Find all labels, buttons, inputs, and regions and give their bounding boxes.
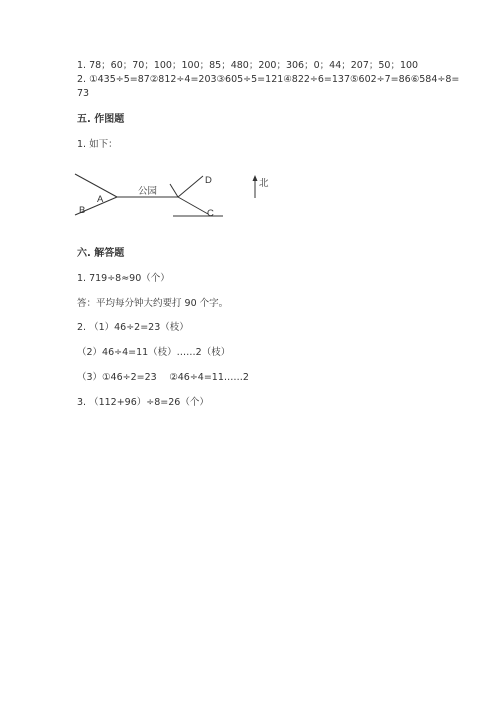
label-a: A	[97, 194, 104, 205]
map-diagram	[70, 162, 310, 232]
answer-q3: 3. （112+96）÷8=26（个）	[77, 397, 209, 408]
north-arrow-icon	[253, 175, 258, 181]
label-d: D	[205, 175, 212, 186]
answer-q2-part2: （2）46÷4=11（枝）……2（枝）	[77, 347, 231, 358]
drawing-item-1: 1. 如下：	[77, 139, 118, 150]
section-title-drawing: 五. 作图题	[77, 114, 125, 125]
answer-q2-part3: （3）①46÷2=23 ②46÷4=11……2	[77, 372, 249, 383]
label-c: C	[207, 208, 214, 219]
label-park: 公园	[138, 186, 158, 197]
answer-q1: 1. 719÷8≈90（个）	[77, 273, 170, 284]
section-title-answers: 六. 解答题	[77, 248, 125, 259]
line-d-short	[170, 184, 178, 197]
answer-q2-part1: 2. （1）46÷2=23（枝）	[77, 322, 189, 333]
answer-line-1: 1. 78；60；70；100；100；85；480；200；306；0；44；207；50；100	[77, 60, 419, 71]
label-north: 北	[259, 178, 269, 189]
answer-line-3: 73	[77, 88, 90, 99]
answer-line-2: 2. ①435÷5=87②812÷4=203③605÷5=121④822÷6=137⑤602÷7=86⑥584÷8=	[77, 74, 460, 85]
line-d	[178, 176, 203, 197]
label-b: B	[79, 205, 86, 216]
line-c	[178, 197, 208, 214]
answer-q1-reply: 答：平均每分钟大约要打 90 个字。	[77, 298, 229, 309]
line-a	[75, 174, 117, 197]
